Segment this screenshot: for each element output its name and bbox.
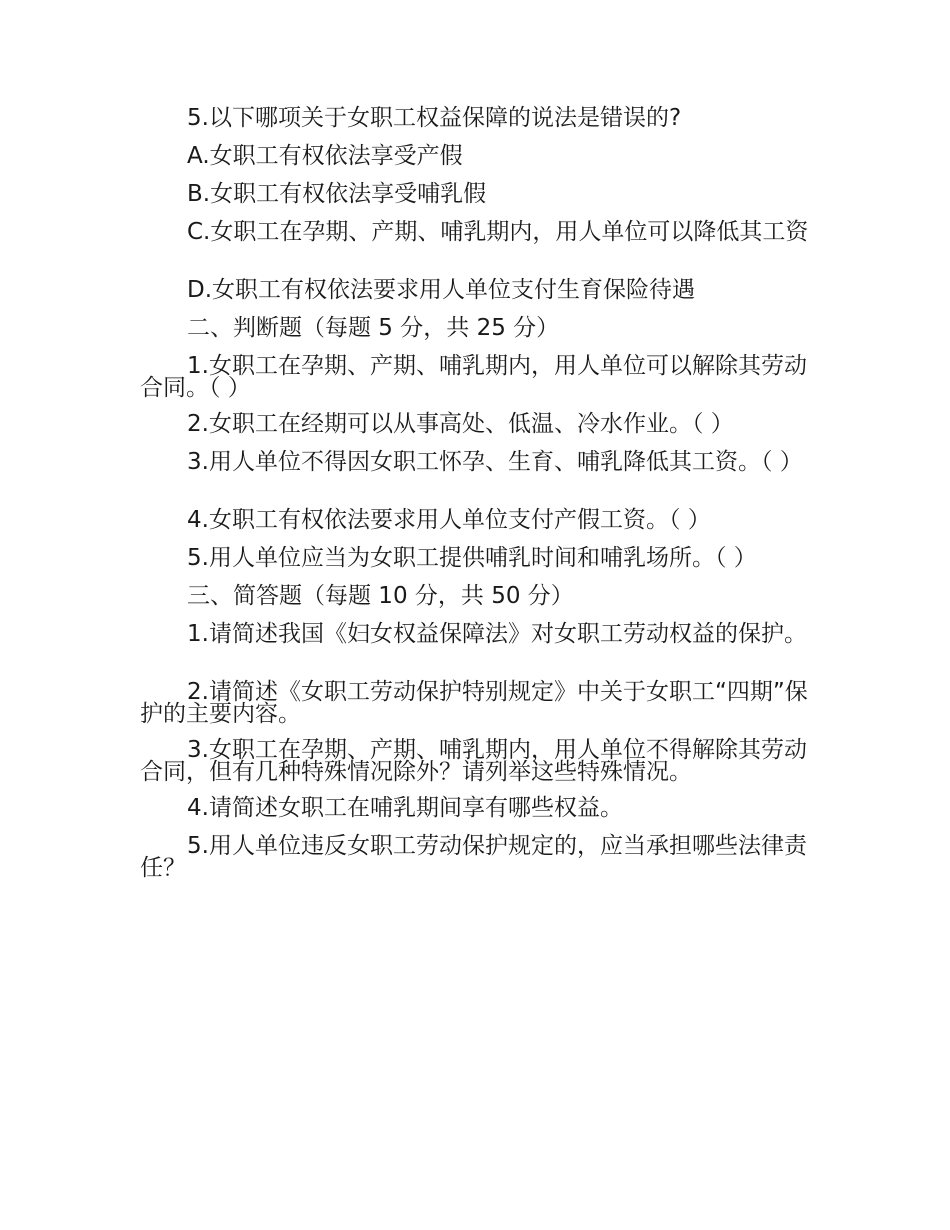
judgment-item-1: 1.女职工在孕期、产期、哺乳期内，用人单位可以解除其劳动合同。（ ）	[140, 353, 807, 401]
option-b: B.女职工有权依法享受哺乳假	[187, 181, 487, 207]
option-c: C.女职工在孕期、产期、哺乳期内，用人单位可以降低其工资	[187, 219, 809, 245]
judgment-item-3: 3.用人单位不得因女职工怀孕、生育、哺乳降低其工资。（ ）	[187, 449, 803, 475]
short-answer-item-4: 4.请简述女职工在哺乳期间享有哪些权益。	[187, 795, 623, 821]
judgment-item-4: 4.女职工有权依法要求用人单位支付产假工资。（ ）	[187, 507, 711, 533]
short-answer-item-1: 1.请简述我国《妇女权益保障法》对女职工劳动权益的保护。	[187, 621, 807, 647]
option-a: A.女职工有权依法享受产假	[187, 143, 463, 169]
short-answer-item-5: 5.用人单位违反女职工劳动保护规定的，应当承担哪些法律责任？	[140, 833, 807, 881]
question-5-text: 5.以下哪项关于女职工权益保障的说法是错误的?	[187, 105, 682, 131]
section-heading-judgment: 二、判断题（每题 5 分，共 25 分）	[187, 315, 560, 341]
section-heading-short-answer: 三、简答题（每题 10 分，共 50 分）	[187, 583, 574, 609]
judgment-item-5: 5.用人单位应当为女职工提供哺乳时间和哺乳场所。（ ）	[187, 545, 757, 571]
short-answer-item-2: 2.请简述《女职工劳动保护特别规定》中关于女职工“四期”保护的主要内容。	[140, 679, 808, 727]
option-d: D.女职工有权依法要求用人单位支付生育保险待遇	[187, 277, 696, 303]
short-answer-item-3: 3.女职工在孕期、产期、哺乳期内，用人单位不得解除其劳动合同，但有几种特殊情况除外？请列举这些特殊情况。	[140, 737, 807, 785]
judgment-item-2: 2.女职工在经期可以从事高处、低温、冷水作业。（ ）	[187, 411, 734, 437]
